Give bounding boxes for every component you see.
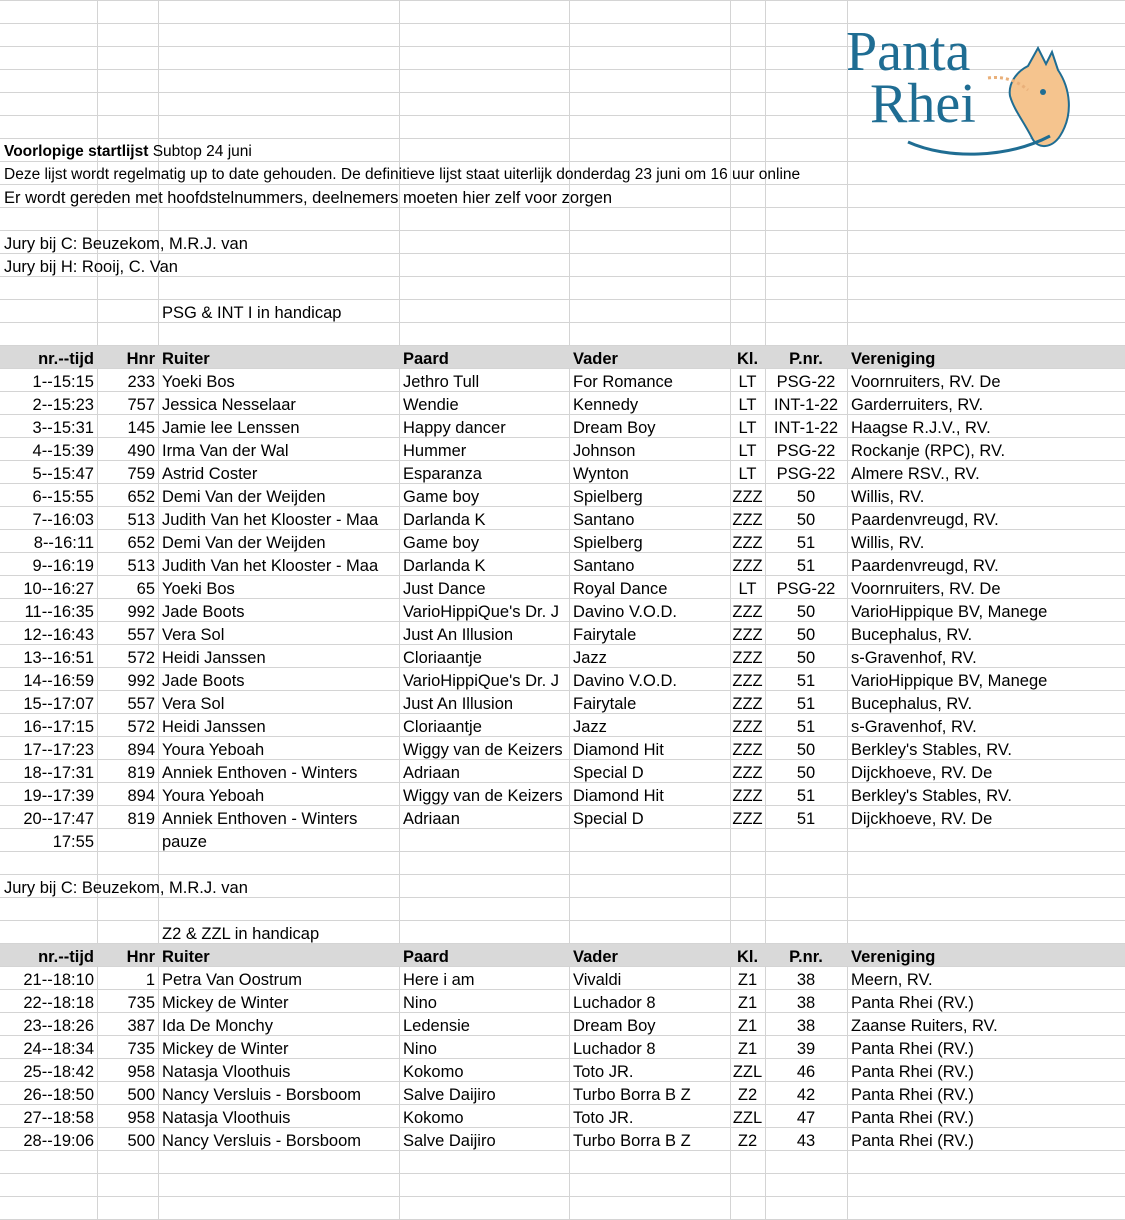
cell-vereniging: Bucephalus, RV. [851,626,973,644]
cell-ruiter: Heidi Janssen [162,649,266,667]
cell-proef-nr: 42 [796,1086,816,1104]
cell-hnr: 387 [127,1017,155,1035]
info-line-1: Deze lijst wordt regelmatig up to date gehouden. De definitieve lijst staat uiterlijk donderdag 23 juni om 16 uur online [4,166,801,183]
cell-vereniging: Almere RSV., RV. [851,465,980,483]
horse-head-icon [988,48,1069,146]
jury-h: Jury bij H: Rooij, C. Van [4,258,178,276]
cell-nr-tijd: 9--16:19 [32,557,94,575]
cell-proef-nr: 51 [796,672,816,690]
cell-paard: Adriaan [403,810,460,828]
cell-vader: Kennedy [573,396,639,414]
cell-klasse: Z1 [737,971,758,989]
cell-paard: VarioHippiQue's Dr. J [403,672,559,690]
cell-nr-tijd: 6--15:55 [32,488,94,506]
section1-header-vader: Vader [573,350,618,368]
cell-proef-nr: INT-1-22 [773,396,839,414]
cell-vader: Spielberg [573,488,643,506]
cell-ruiter: Vera Sol [162,695,225,713]
cell-vader: Royal Dance [573,580,668,598]
cell-hnr: 894 [127,787,155,805]
cell-nr-tijd: 27--18:58 [23,1109,94,1127]
cell-ruiter: Yoeki Bos [162,373,235,391]
cell-paard: Just An Illusion [403,695,514,713]
cell-ruiter: Ida De Monchy [162,1017,273,1035]
cell-klasse: ZZZ [732,787,763,805]
cell-proef-nr: 51 [796,557,816,575]
cell-klasse: ZZZ [732,695,763,713]
cell-vereniging: Panta Rhei (RV.) [851,1109,974,1127]
cell-ruiter: Mickey de Winter [162,994,289,1012]
cell-nr-tijd: 22--18:18 [23,994,94,1012]
cell-paard: VarioHippiQue's Dr. J [403,603,559,621]
cell-proef-nr: PSG-22 [776,373,836,391]
cell-proef-nr: 51 [796,695,816,713]
cell-paard: Darlanda K [403,557,486,575]
cell-vereniging: VarioHippique BV, Manege [851,672,1048,690]
cell-paard: Ledensie [403,1017,470,1035]
cell-vader: Spielberg [573,534,643,552]
cell-klasse: ZZZ [732,557,763,575]
jury-c-2: Jury bij C: Beuzekom, M.R.J. van [4,879,248,897]
cell-vereniging: Voornruiters, RV. De [851,373,1001,391]
cell-hnr: 233 [127,373,155,391]
cell-vader: Dream Boy [573,1017,656,1035]
cell-hnr: 65 [136,580,155,598]
cell-paard: Kokomo [403,1063,464,1081]
cell-nr-tijd: 8--16:11 [33,534,94,552]
cell-ruiter: Heidi Janssen [162,718,266,736]
cell-vader: Jazz [573,649,607,667]
pause-label: pauze [162,833,207,851]
cell-nr-tijd: 18--17:31 [23,764,94,782]
cell-klasse: ZZZ [732,810,763,828]
cell-klasse: ZZZ [732,741,763,759]
pause-time: 17:55 [52,833,94,851]
cell-ruiter: Jade Boots [162,603,245,621]
cell-paard: Darlanda K [403,511,486,529]
cell-klasse: ZZZ [732,603,763,621]
cell-ruiter: Judith Van het Klooster - Maa [162,511,379,529]
cell-nr-tijd: 16--17:15 [23,718,94,736]
cell-vereniging: s-Gravenhof, RV. [851,718,977,736]
cell-ruiter: Judith Van het Klooster - Maa [162,557,379,575]
cell-klasse: ZZZ [732,649,763,667]
cell-vereniging: Panta Rhei (RV.) [851,994,974,1012]
cell-vereniging: Meern, RV. [851,971,933,989]
cell-proef-nr: 51 [796,787,816,805]
cell-klasse: ZZZ [732,672,763,690]
cell-klasse: LT [738,580,757,598]
cell-proef-nr: 50 [796,511,816,529]
cell-nr-tijd: 20--17:47 [23,810,94,828]
cell-nr-tijd: 17--17:23 [23,741,94,759]
cell-klasse: LT [738,396,757,414]
cell-proef-nr: 50 [796,488,816,506]
cell-ruiter: Mickey de Winter [162,1040,289,1058]
cell-nr-tijd: 23--18:26 [23,1017,94,1035]
cell-vereniging: Willis, RV. [851,488,925,506]
section1-header-paard: Paard [403,350,449,368]
cell-vader: Diamond Hit [573,741,664,759]
cell-vader: Santano [573,557,635,575]
cell-hnr: 992 [127,603,155,621]
cell-ruiter: Irma Van der Wal [162,442,289,460]
cell-klasse: LT [738,442,757,460]
cell-vereniging: Zaanse Ruiters, RV. [851,1017,998,1035]
cell-vader: Diamond Hit [573,787,664,805]
cell-vereniging: Voornruiters, RV. De [851,580,1001,598]
cell-klasse: Z2 [737,1086,758,1104]
cell-vader: Johnson [573,442,636,460]
cell-vereniging: Willis, RV. [851,534,925,552]
cell-proef-nr: 51 [796,810,816,828]
cell-vader: Fairytale [573,626,637,644]
cell-nr-tijd: 15--17:07 [23,695,94,713]
cell-klasse: ZZL [732,1063,763,1081]
cell-nr-tijd: 11--16:35 [24,603,94,621]
cell-paard: Just Dance [403,580,486,598]
cell-proef-nr: PSG-22 [776,580,836,598]
cell-nr-tijd: 10--16:27 [23,580,94,598]
cell-vereniging: Paardenvreugd, RV. [851,511,999,529]
section2-header-proef-nr: P.nr. [789,948,823,966]
cell-nr-tijd: 28--19:06 [23,1132,94,1150]
cell-paard: Jethro Tull [403,373,480,391]
cell-ruiter: Demi Van der Weijden [162,534,326,552]
cell-paard: Adriaan [403,764,460,782]
cell-ruiter: Natasja Vloothuis [162,1063,291,1081]
cell-vereniging: VarioHippique BV, Manege [851,603,1048,621]
cell-hnr: 500 [127,1086,155,1104]
cell-hnr: 735 [127,994,155,1012]
cell-vader: For Romance [573,373,673,391]
cell-proef-nr: 50 [796,649,816,667]
title-bold: Voorlopige startlijst Subtop 24 juni [4,143,252,160]
cell-hnr: 513 [127,557,155,575]
cell-nr-tijd: 3--15:31 [32,419,94,437]
cell-paard: Hummer [403,442,467,460]
cell-vereniging: Rockanje (RPC), RV. [851,442,1006,460]
cell-ruiter: Anniek Enthoven - Winters [162,810,358,828]
cell-proef-nr: 39 [796,1040,816,1058]
cell-vereniging: Dijckhoeve, RV. De [851,810,993,828]
cell-paard: Game boy [403,488,480,506]
cell-vader: Dream Boy [573,419,656,437]
cell-hnr: 958 [127,1063,155,1081]
cell-ruiter: Youra Yeboah [162,741,265,759]
cell-nr-tijd: 26--18:50 [23,1086,94,1104]
cell-proef-nr: 46 [796,1063,816,1081]
cell-ruiter: Jamie lee Lenssen [162,419,300,437]
cell-vader: Toto JR. [573,1109,634,1127]
cell-vereniging: Berkley's Stables, RV. [851,787,1012,805]
cell-klasse: Z1 [737,1040,758,1058]
cell-proef-nr: 51 [796,718,816,736]
cell-hnr: 652 [127,534,155,552]
cell-hnr: 572 [127,649,155,667]
cell-vader: Wynton [573,465,629,483]
cell-proef-nr: 50 [796,626,816,644]
section1-header-proef-nr: P.nr. [789,350,823,368]
cell-hnr: 757 [127,396,155,414]
cell-nr-tijd: 21--18:10 [23,971,94,989]
cell-klasse: Z2 [737,1132,758,1150]
cell-ruiter: Astrid Coster [162,465,258,483]
cell-hnr: 1 [145,971,155,989]
cell-nr-tijd: 13--16:51 [23,649,94,667]
cell-nr-tijd: 5--15:47 [32,465,94,483]
info-line-2: Er wordt gereden met hoofdstelnummers, deelnemers moeten hier zelf voor zorgen [4,189,613,207]
cell-nr-tijd: 2--15:23 [32,396,94,414]
cell-vereniging: Panta Rhei (RV.) [851,1086,974,1104]
panta-rhei-logo [838,18,1078,168]
cell-vereniging: Garderruiters, RV. [851,396,984,414]
cell-vader: Turbo Borra B Z [573,1086,691,1104]
cell-nr-tijd: 1--15:15 [32,373,94,391]
cell-ruiter: Nancy Versluis - Borsboom [162,1132,361,1150]
cell-proef-nr: 50 [796,603,816,621]
cell-klasse: ZZZ [732,488,763,506]
cell-vereniging: Bucephalus, RV. [851,695,973,713]
section2-header-hnr: Hnr [126,948,155,966]
section2-header-paard: Paard [403,948,449,966]
cell-nr-tijd: 7--16:03 [32,511,94,529]
cell-vereniging: Paardenvreugd, RV. [851,557,999,575]
section2-header-nr-tijd: nr.--tijd [38,948,94,966]
cell-hnr: 992 [127,672,155,690]
cell-hnr: 958 [127,1109,155,1127]
cell-vereniging: Panta Rhei (RV.) [851,1063,974,1081]
cell-paard: Wiggy van de Keizers [403,741,563,759]
cell-vader: Davino V.O.D. [573,672,677,690]
cell-vereniging: Panta Rhei (RV.) [851,1040,974,1058]
cell-paard: Cloriaantje [403,649,482,667]
cell-vader: Jazz [573,718,607,736]
cell-vader: Vivaldi [573,971,622,989]
cell-ruiter: Natasja Vloothuis [162,1109,291,1127]
cell-hnr: 894 [127,741,155,759]
cell-vader: Davino V.O.D. [573,603,677,621]
cell-proef-nr: PSG-22 [776,465,836,483]
cell-paard: Cloriaantje [403,718,482,736]
cell-hnr: 557 [127,695,155,713]
cell-paard: Wendie [403,396,459,414]
cell-vader: Fairytale [573,695,637,713]
cell-klasse: LT [738,465,757,483]
cell-vader: Turbo Borra B Z [573,1132,691,1150]
cell-hnr: 572 [127,718,155,736]
cell-paard: Esparanza [403,465,482,483]
cell-klasse: LT [738,419,757,437]
cell-vereniging: s-Gravenhof, RV. [851,649,977,667]
cell-paard: Happy dancer [403,419,506,437]
cell-hnr: 490 [127,442,155,460]
section2-header-vader: Vader [573,948,618,966]
cell-vader: Special D [573,810,644,828]
cell-paard: Nino [403,994,437,1012]
cell-proef-nr: 43 [796,1132,816,1150]
cell-nr-tijd: 14--16:59 [23,672,94,690]
jury-c: Jury bij C: Beuzekom, M.R.J. van [4,235,248,253]
cell-paard: Wiggy van de Keizers [403,787,563,805]
cell-proef-nr: INT-1-22 [773,419,839,437]
cell-paard: Salve Daijiro [403,1132,496,1150]
cell-paard: Kokomo [403,1109,464,1127]
section1-header-vereniging: Vereniging [851,350,936,368]
section2-header-klasse: Kl. [736,948,759,966]
cell-klasse: ZZZ [732,764,763,782]
cell-hnr: 500 [127,1132,155,1150]
cell-hnr: 513 [127,511,155,529]
cell-hnr: 557 [127,626,155,644]
cell-klasse: LT [738,373,757,391]
cell-paard: Just An Illusion [403,626,514,644]
cell-proef-nr: 50 [796,764,816,782]
cell-ruiter: Petra Van Oostrum [162,971,303,989]
cell-proef-nr: PSG-22 [776,442,836,460]
cell-vader: Luchador 8 [573,994,656,1012]
logo-text-rhei: Rhei [870,73,976,135]
cell-klasse: Z1 [737,1017,758,1035]
logo-text-panta: Panta [846,21,971,83]
cell-nr-tijd: 4--15:39 [32,442,94,460]
section1-header-hnr: Hnr [126,350,155,368]
cell-ruiter: Jade Boots [162,672,245,690]
cell-klasse: ZZZ [732,511,763,529]
cell-ruiter: Anniek Enthoven - Winters [162,764,358,782]
cell-paard: Game boy [403,534,480,552]
section1-header-ruiter: Ruiter [162,350,210,368]
cell-proef-nr: 50 [796,741,816,759]
cell-nr-tijd: 25--18:42 [23,1063,94,1081]
section2-header-ruiter: Ruiter [162,948,210,966]
cell-hnr: 145 [127,419,155,437]
cell-ruiter: Yoeki Bos [162,580,235,598]
section2-header-vereniging: Vereniging [851,948,936,966]
cell-vereniging: Panta Rhei (RV.) [851,1132,974,1150]
cell-paard: Here i am [403,971,475,989]
cell-vader: Luchador 8 [573,1040,656,1058]
section1-header-klasse: Kl. [736,350,759,368]
section2-title: Z2 & ZZL in handicap [162,925,320,943]
cell-hnr: 759 [127,465,155,483]
cell-ruiter: Youra Yeboah [162,787,265,805]
cell-klasse: ZZZ [732,718,763,736]
cell-paard: Nino [403,1040,437,1058]
cell-proef-nr: 38 [796,994,816,1012]
cell-ruiter: Vera Sol [162,626,225,644]
cell-vereniging: Berkley's Stables, RV. [851,741,1012,759]
cell-klasse: Z1 [737,994,758,1012]
section1-header-nr-tijd: nr.--tijd [38,350,94,368]
cell-nr-tijd: 12--16:43 [23,626,94,644]
cell-hnr: 735 [127,1040,155,1058]
cell-klasse: ZZZ [732,626,763,644]
cell-paard: Salve Daijiro [403,1086,496,1104]
cell-hnr: 819 [127,810,155,828]
cell-proef-nr: 38 [796,1017,816,1035]
cell-hnr: 819 [127,764,155,782]
cell-hnr: 652 [127,488,155,506]
cell-klasse: ZZL [732,1109,763,1127]
cell-nr-tijd: 19--17:39 [23,787,94,805]
cell-vader: Santano [573,511,635,529]
cell-proef-nr: 51 [796,534,816,552]
cell-nr-tijd: 24--18:34 [23,1040,94,1058]
cell-vereniging: Dijckhoeve, RV. De [851,764,993,782]
cell-ruiter: Nancy Versluis - Borsboom [162,1086,361,1104]
cell-proef-nr: 38 [796,971,816,989]
cell-ruiter: Jessica Nesselaar [162,396,296,414]
cell-klasse: ZZZ [732,534,763,552]
cell-vader: Toto JR. [573,1063,634,1081]
cell-proef-nr: 47 [796,1109,816,1127]
cell-ruiter: Demi Van der Weijden [162,488,326,506]
cell-vereniging: Haagse R.J.V., RV. [851,419,991,437]
section1-title: PSG & INT I in handicap [162,304,342,322]
cell-vader: Special D [573,764,644,782]
